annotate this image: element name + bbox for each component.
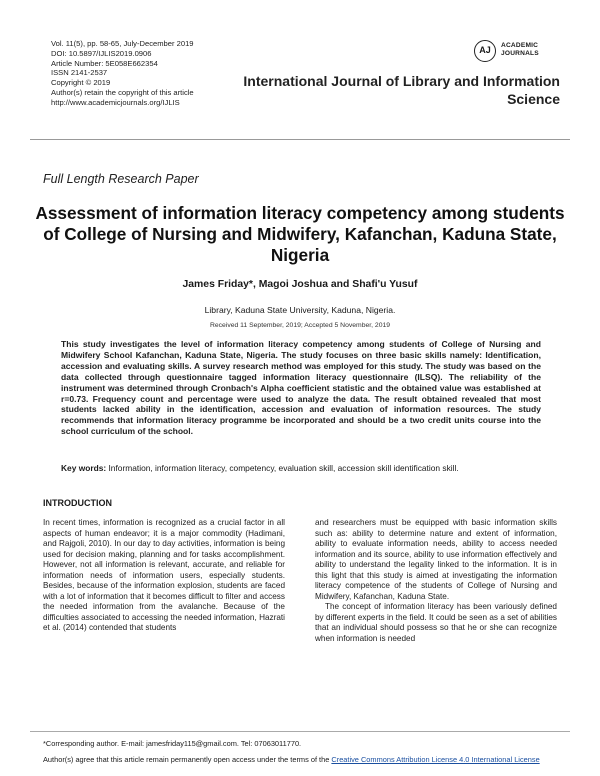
publisher-logo-text	[501, 42, 539, 58]
meta-doi: DOI: 10.5897/IJLIS2019.0906	[51, 48, 152, 58]
paper-affiliation: Library, Kaduna State University, Kaduna, Nigeria.	[204, 305, 396, 315]
body-column-right	[315, 518, 557, 645]
paper-received-date: Received 11 September, 2019; Accepted 5 November, 2019	[209, 322, 391, 329]
publisher-logo-line1: ACADEMIC	[501, 42, 539, 49]
paper-keywords	[61, 463, 459, 473]
keywords-list: Information, information literacy, competency, evaluation skill, accession skill identification skill.	[108, 463, 459, 473]
intro-paragraph-3: The concept of information literacy has been variously defined by different experts in the field. It could be seen as a set of abilities that an individual should possess so that he or she can recognize when information is needed	[315, 602, 557, 644]
license-note	[43, 755, 563, 765]
license-link[interactable]: Creative Commons Attribution License 4.0 International License	[331, 755, 540, 764]
meta-copyright: Copyright © 2019	[51, 78, 111, 88]
publisher-logo-mark: AJ	[474, 40, 496, 62]
footnote-divider	[30, 731, 570, 732]
meta-rights: Author(s) retain the copyright of this article	[51, 87, 194, 97]
body-column-left	[43, 518, 285, 634]
meta-issn: ISSN 2141-2537	[51, 68, 108, 78]
journal-name: International Journal of Library and Information Science	[243, 73, 560, 107]
meta-volume: Vol. 11(5), pp. 58-65, July-December 2019	[51, 39, 194, 48]
paper-abstract: This study investigates the level of information literacy competency among students of College of Nursing and Midwifery School Kafanchan, Kaduna State, Nigeria. The study focuses on three basic skills namely: Identification, accession and evaluating skills. A survey research method was employed for this study. The study was based on the data collected through questionnaire tagged information literacy questionnaire (ILSQ). The reliability of the instrument was determined through Cronbach's Alpha coefficient statistic and the obtained value was established at r=0.73. Frequency count and percentage were used to analyze the data. The result obtained revealed that most students lacked ability in the identification, accession and evaluation of information resources. The study recommends that information literacy programme be incorporated and should be a two credit units course into the school curriculum of the school.	[61, 339, 541, 437]
header-divider	[30, 139, 570, 140]
keywords-label: Key words:	[61, 463, 107, 473]
paper-authors: James Friday*, Magoi Joshua and Shafi'u Yusuf	[182, 279, 418, 290]
license-text: Author(s) agree that this article remain permanently open access under the terms of the	[43, 755, 332, 764]
publisher-logo-line2: JOURNALS	[501, 50, 539, 57]
intro-paragraph-1: In recent times, information is recognized as a crucial factor in all aspects of human endeavor; it is a major commodity (Hadimani, and Rajgoli, 2010). In our day to day activities, information is being used for decision making, planning and for tasks accomplishment. However, not all information is relevant, accurate, and reliable for information needs of information users, especially students. Besides, because of the information explosion, students are faced with a lot of information that it becomes difficult to filter and access the needed information from the avalanche. Because of the difficulties associated to accessing the needed information, Hazrati et al. (2014) contended that students	[43, 518, 285, 633]
paper-type: Full Length Research Paper	[43, 172, 199, 186]
intro-paragraph-2: and researchers must be equipped with basic information skills such as: ability to determine nature and extent of information, ability to evaluate information needs, ability to access needed information and its source, ability to use information effectively and ability to understand the legality linked to the information. It is in this light that this study is aimed at investigating the information literacy competence of the students of College of Nursing and Midwifery, Kafanchan, Kaduna State.	[315, 518, 557, 601]
corresponding-author-note: *Corresponding author. E-mail: jamesfriday115@gmail.com. Tel: 07063011770.	[43, 739, 302, 748]
meta-article-number: Article Number: 5E058E662354	[51, 58, 158, 68]
meta-url: http://www.academicjournals.org/IJLIS	[51, 97, 180, 107]
section-heading-introduction: INTRODUCTION	[43, 498, 112, 508]
paper-title: Assessment of information literacy competency among students of College of Nursing and Midwifery, Kafanchan, Kaduna State, Nigeria	[35, 203, 565, 265]
publisher-logo	[474, 40, 564, 66]
